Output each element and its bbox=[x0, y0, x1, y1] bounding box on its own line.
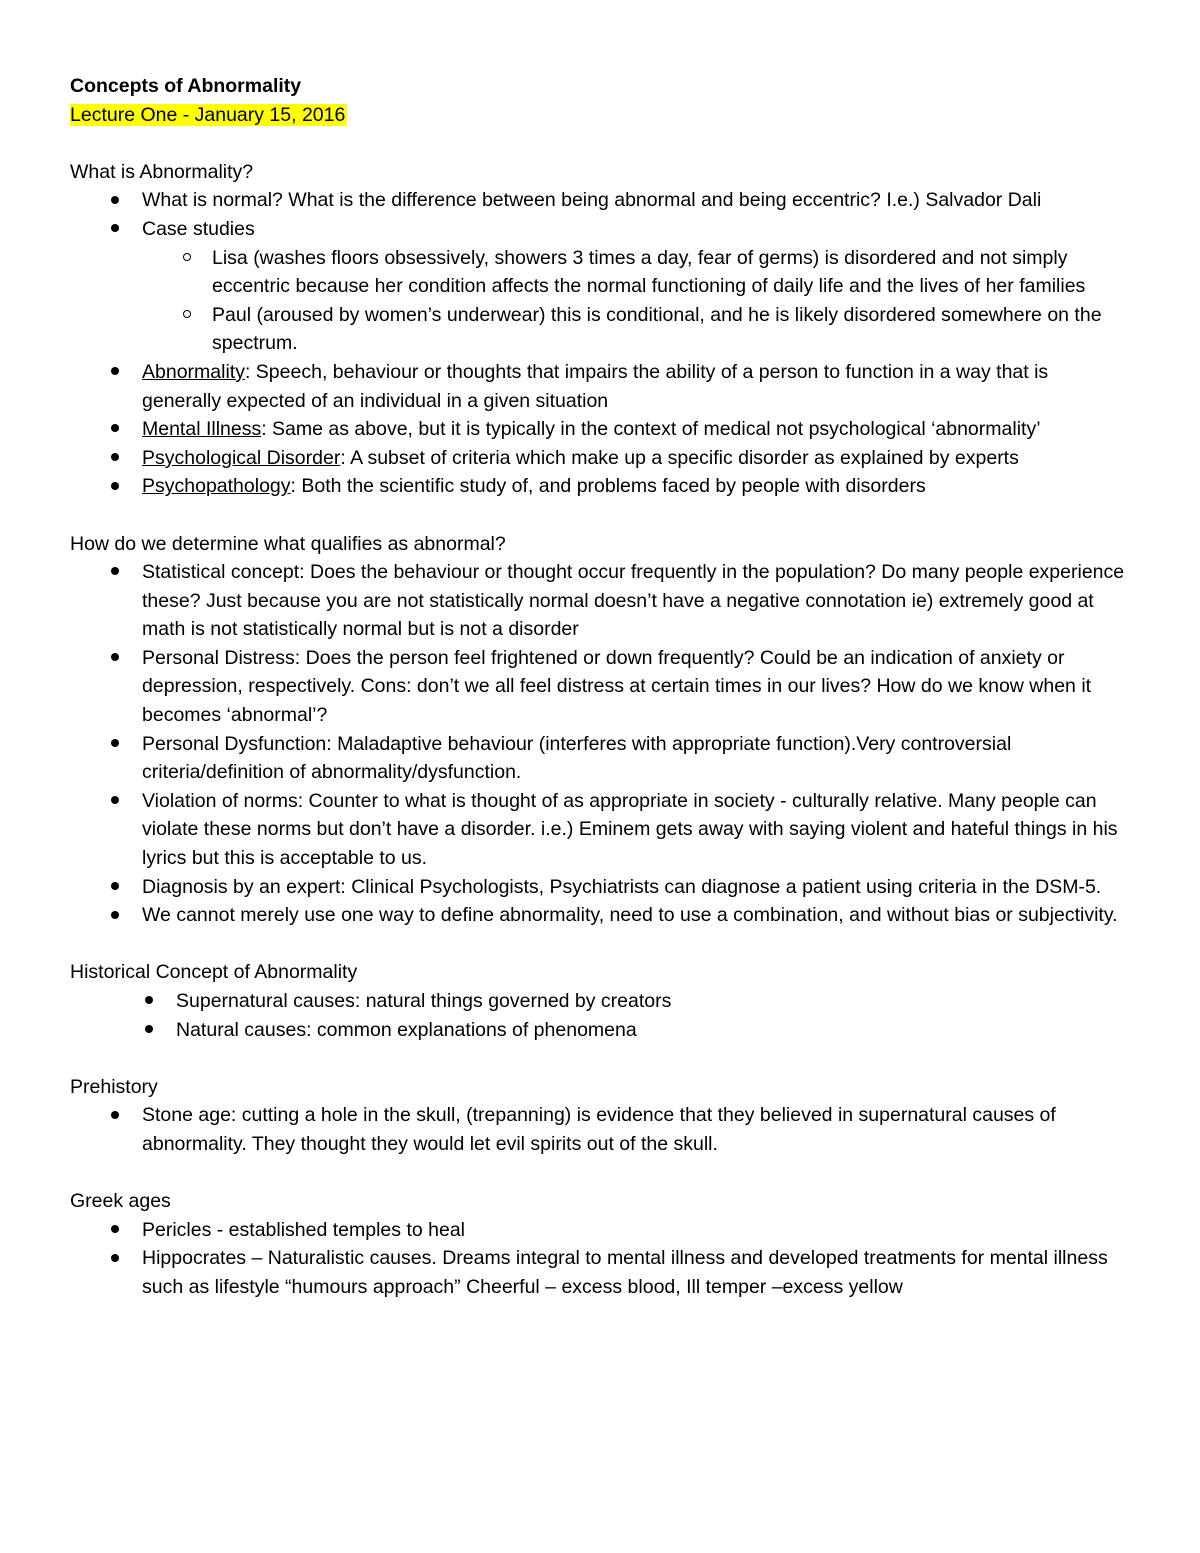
list-item-text: Paul (aroused by women’s underwear) this is conditional, and he is likely disordered somewhere on the spectrum. bbox=[212, 303, 1102, 355]
list-item bbox=[70, 787, 1132, 873]
list-item bbox=[70, 873, 1132, 902]
sub-list-item bbox=[70, 301, 1132, 358]
spacer bbox=[70, 501, 1132, 530]
sub-list-item bbox=[70, 244, 1132, 301]
bullet-icon bbox=[140, 1016, 158, 1045]
spacer bbox=[70, 1159, 1132, 1188]
definition-text: : Speech, behaviour or thoughts that impairs the ability of a person to function in a way that is generally expected of an individual in a given situation bbox=[142, 360, 1049, 412]
section-heading: Greek ages bbox=[70, 1190, 171, 1213]
list-item bbox=[70, 1216, 1132, 1245]
bullet-icon bbox=[106, 415, 124, 444]
bullet-list bbox=[70, 987, 1132, 1044]
definition-term: Psychological Disorder bbox=[142, 446, 341, 469]
list-item-text: Statistical concept: Does the behaviour or thought occur frequently in the population? Do many people experience these? Just because you are not statistically normal doesn’t have a negative connotation ie) extremely good at math is not statistically normal but is not a disorder bbox=[142, 561, 1125, 641]
bullet-list bbox=[70, 1101, 1132, 1158]
definition-term: Abnormality bbox=[142, 360, 245, 383]
definition-term: Psychopathology bbox=[142, 475, 291, 498]
spacer bbox=[70, 930, 1132, 959]
document-title: Concepts of Abnormality bbox=[70, 75, 302, 97]
list-item bbox=[70, 215, 1132, 244]
bullet-icon bbox=[106, 472, 124, 501]
sub-bullet-list bbox=[70, 244, 1132, 358]
bullet-icon bbox=[106, 901, 124, 930]
list-item-text: Stone age: cutting a hole in the skull, (trepanning) is evidence that they believed in supernatural causes of abnormality. They thought they would let evil spirits out of the skull. bbox=[142, 1104, 1056, 1155]
list-item-text: Natural causes: common explanations of phenomena bbox=[176, 1018, 637, 1041]
list-item-text: Diagnosis by an expert: Clinical Psychologists, Psychiatrists can diagnose a patient using criteria in the DSM-5. bbox=[142, 875, 1102, 898]
bullet-icon bbox=[106, 1216, 124, 1245]
list-item bbox=[70, 901, 1132, 930]
list-item-text: Pericles - established temples to heal bbox=[142, 1218, 465, 1241]
section-heading: How do we determine what qualifies as abnormal? bbox=[70, 532, 506, 555]
list-item-text: What is normal? What is the difference between being abnormal and being eccentric? I.e.) Salvador Dali bbox=[142, 189, 1042, 212]
definition-text: : A subset of criteria which make up a specific disorder as explained by experts bbox=[340, 446, 1019, 469]
lecture-subtitle bbox=[70, 101, 347, 130]
list-item-text: We cannot merely use one way to define abnormality, need to use a combination, and without bias or subjectivity. bbox=[142, 904, 1118, 927]
definition-item bbox=[70, 444, 1132, 473]
definition-text: : Same as above, but it is typically in the context of medical not psychological ‘abnormality’ bbox=[261, 418, 1041, 441]
bullet-icon bbox=[106, 215, 124, 244]
list-item-text: Personal Dysfunction: Maladaptive behaviour (interferes with appropriate function).Very controversial criteria/definition of abnormality/dysfunction. bbox=[142, 732, 1012, 784]
bullet-icon bbox=[106, 1244, 124, 1273]
bullet-icon bbox=[106, 1101, 124, 1130]
bullet-icon bbox=[140, 987, 158, 1016]
bullet-icon bbox=[106, 787, 124, 816]
bullet-list bbox=[70, 186, 1132, 243]
bullet-icon bbox=[106, 186, 124, 215]
list-item bbox=[70, 987, 1132, 1016]
list-item-text: Violation of norms: Counter to what is thought of as appropriate in society - culturally relative. Many people can violate these norms but don’t have a disorder. i.e.) Eminem gets away with saying violent and hateful things in his lyrics but this is acceptable to us. bbox=[142, 789, 1118, 870]
list-item bbox=[70, 644, 1132, 730]
bullet-icon bbox=[106, 873, 124, 902]
bullet-icon bbox=[106, 358, 124, 387]
spacer bbox=[70, 1044, 1132, 1073]
document-body bbox=[70, 72, 1132, 1302]
list-item-text: Lisa (washes floors obsessively, showers 3 times a day, fear of germs) is disordered and not simply eccentric because her condition affects the normal functioning of daily life and the lives of her families bbox=[212, 246, 1086, 298]
section-heading: Historical Concept of Abnormality bbox=[70, 961, 358, 984]
list-item-text: Hippocrates – Naturalistic causes. Dreams integral to mental illness and developed treatments for mental illness such as lifestyle “humours approach” Cheerful – excess blood, Ill temper –excess yellow bbox=[142, 1247, 1108, 1298]
definition-term: Mental Illness bbox=[142, 418, 262, 441]
spacer bbox=[70, 129, 1132, 158]
highlighted-text: Lecture One - January 15, 2016 bbox=[70, 103, 346, 126]
list-item bbox=[70, 730, 1132, 787]
definition-item bbox=[70, 415, 1132, 444]
list-item bbox=[70, 186, 1132, 215]
list-item-text: Personal Distress: Does the person feel frightened or down frequently? Could be an indication of anxiety or depression, respectively. Cons: don’t we all feel distress at certain times in our lives? How do we know when it becomes ‘abnormal’? bbox=[142, 646, 1092, 727]
bullet-list bbox=[70, 1216, 1132, 1302]
list-item bbox=[70, 1016, 1132, 1045]
section-heading: Prehistory bbox=[70, 1075, 158, 1098]
bullet-icon bbox=[106, 644, 124, 673]
definition-list bbox=[70, 358, 1132, 501]
list-item bbox=[70, 1244, 1132, 1301]
list-item bbox=[70, 558, 1132, 644]
list-item bbox=[70, 1101, 1132, 1158]
list-item-text: Supernatural causes: natural things governed by creators bbox=[176, 990, 672, 1012]
ring-bullet-icon bbox=[178, 301, 196, 330]
bullet-list bbox=[70, 558, 1132, 930]
ring-bullet-icon bbox=[178, 244, 196, 273]
bullet-icon bbox=[106, 730, 124, 759]
section-heading: What is Abnormality? bbox=[70, 160, 254, 183]
bullet-icon bbox=[106, 558, 124, 587]
definition-item bbox=[70, 358, 1132, 415]
bullet-icon bbox=[106, 444, 124, 473]
list-item-text: Case studies bbox=[142, 217, 255, 240]
definition-text: : Both the scientific study of, and problems faced by people with disorders bbox=[290, 475, 926, 498]
definition-item bbox=[70, 472, 1132, 501]
